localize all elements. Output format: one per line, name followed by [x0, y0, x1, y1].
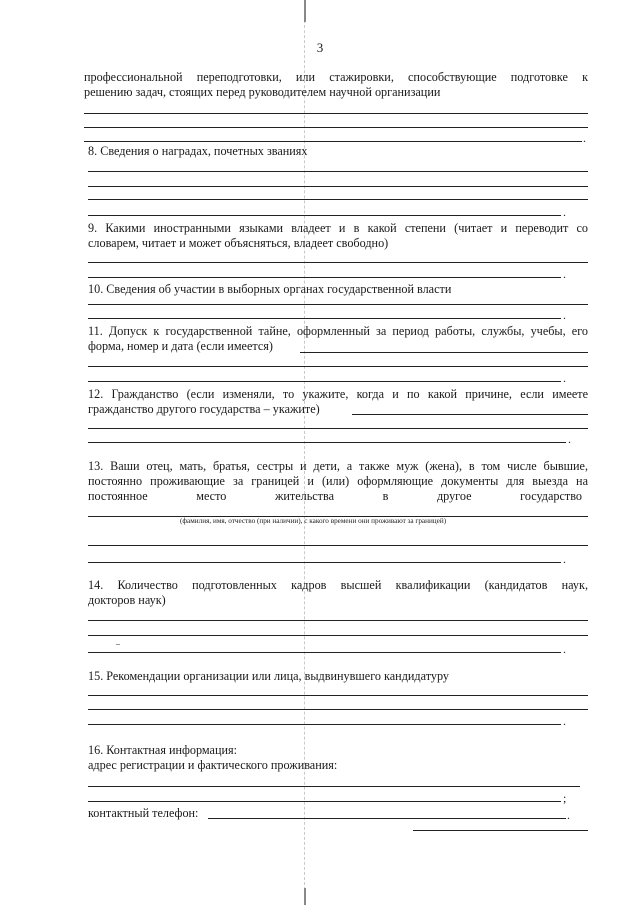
end-period: .: [563, 308, 566, 322]
blank-line: [88, 366, 588, 367]
section-15-title: 15. Рекомендации организации или лица, выдвинувшего кандидатуру: [88, 669, 450, 683]
section-13-caption: (фамилия, имя, отчество (при наличии), с какого времени они проживают за границей): [180, 517, 447, 525]
blank-line: [84, 113, 588, 114]
end-period: .: [568, 432, 571, 446]
blank-line: [88, 442, 566, 443]
page-number: 3: [316, 40, 324, 55]
blank-line: [84, 141, 582, 142]
phone-label: контактный телефон:: [88, 806, 199, 820]
section-10-title: 10. Сведения об участии в выборных органах государственной власти: [88, 282, 452, 296]
blank-line: [413, 830, 588, 831]
section-14-line-1: 14. Количество подготовленных кадров высшей квалификации (кандидатов наук,: [88, 578, 588, 592]
blank-line: [88, 318, 561, 319]
blank-line: [88, 545, 588, 546]
blank-line: [352, 414, 588, 415]
section-14-line-2: докторов наук): [88, 593, 166, 607]
blank-line: [300, 352, 588, 353]
section-13-line-3: постоянное место жительства в другое государство: [88, 489, 582, 503]
blank-line: [88, 562, 561, 563]
section-13-line-2: постоянно проживающие за границей и (или) оформляющие документы для выезда на: [88, 474, 588, 488]
scan-speck: [116, 644, 120, 645]
blank-line: [84, 127, 588, 128]
end-period: .: [567, 808, 570, 822]
address-line: [88, 786, 580, 787]
end-period: .: [563, 267, 566, 281]
section-12-line-1: 12. Гражданство (если изменяли, то укажите, когда и по какой причине, если имеете: [88, 387, 588, 401]
section-16-title: 16. Контактная информация:: [88, 743, 237, 757]
blank-line: [88, 381, 561, 382]
blank-line: [88, 262, 588, 263]
end-semicolon: ;: [563, 791, 567, 805]
blank-line: [88, 428, 588, 429]
section-9-line-1: 9. Какими иностранными языками владеет и в какой степени (читает и переводит со: [88, 221, 588, 235]
intro-line-2: решению задач, стоящих перед руководителем научной организации: [84, 85, 441, 99]
section-11-line-2: форма, номер и дата (если имеется): [88, 339, 273, 353]
section-12-line-2: гражданство другого государства – укажите): [88, 402, 320, 416]
blank-line: [88, 635, 588, 636]
blank-line: [88, 620, 588, 621]
phone-line: [208, 818, 566, 819]
intro-line-1: профессиональной переподготовки, или стажировки, способствующие подготовке к: [84, 70, 588, 84]
section-8-title: 8. Сведения о наградах, почетных званиях: [88, 144, 308, 158]
blank-line: [88, 199, 588, 200]
address-line: [88, 801, 561, 802]
end-period: .: [583, 131, 586, 145]
blank-line: [88, 186, 588, 187]
end-period: .: [563, 552, 566, 566]
end-period: .: [563, 642, 566, 656]
blank-line: [88, 695, 588, 696]
section-11-line-1: 11. Допуск к государственной тайне, оформленный за период работы, службы, учебы, его: [88, 324, 588, 338]
section-13-line-1: 13. Ваши отец, мать, братья, сестры и дети, а также муж (жена), в том числе бывшие,: [88, 459, 588, 473]
blank-line: [88, 304, 588, 305]
address-label: адрес регистрации и фактического проживания:: [88, 758, 338, 772]
end-period: .: [563, 371, 566, 385]
blank-line: [88, 277, 561, 278]
scan-mark-top: [304, 0, 306, 22]
blank-line: [88, 652, 561, 653]
scan-mark-bottom: [304, 888, 306, 905]
blank-line: [88, 724, 561, 725]
blank-line: [88, 709, 588, 710]
end-period: .: [563, 714, 566, 728]
blank-line: [88, 215, 561, 216]
end-period: .: [563, 205, 566, 219]
blank-line: [88, 171, 588, 172]
section-9-line-2: словарем, читает и может объясняться, владеет свободно): [88, 236, 389, 250]
